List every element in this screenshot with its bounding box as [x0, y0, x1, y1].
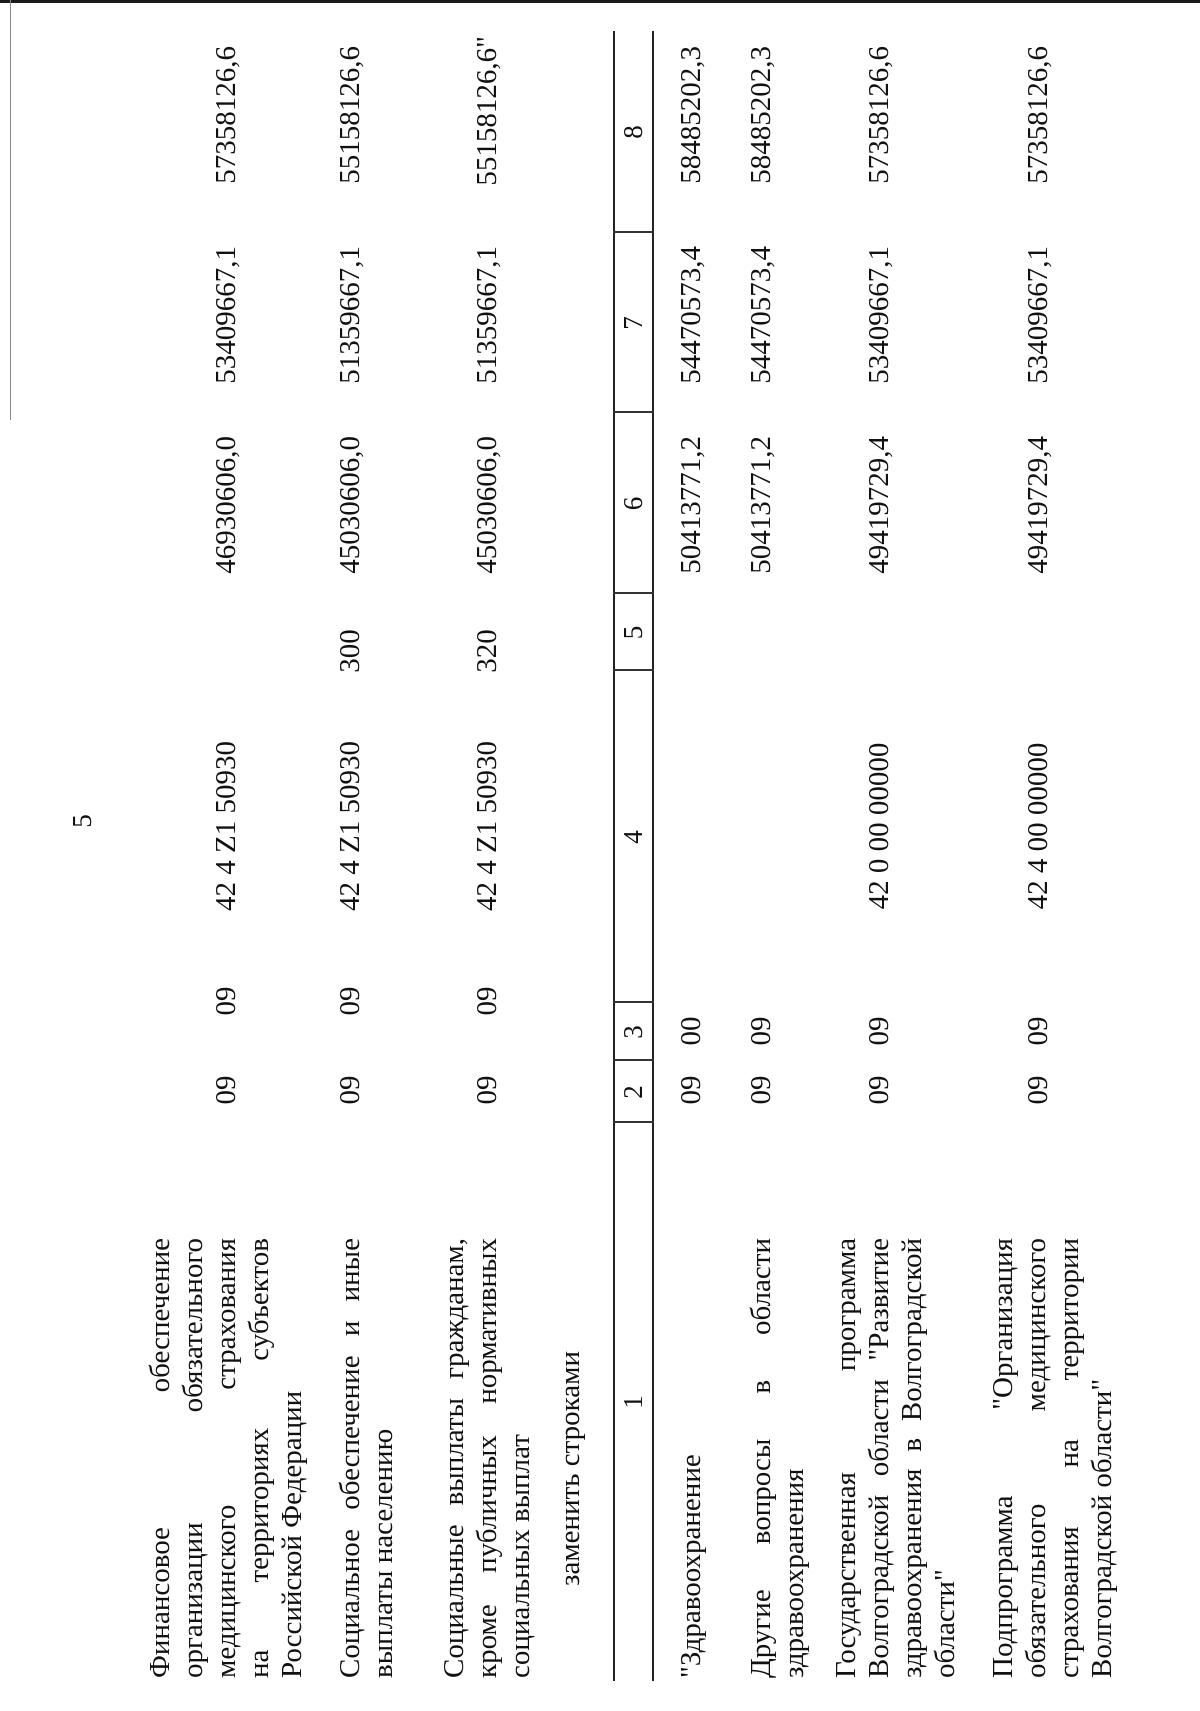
table-row-3-name-line: Волгоградской области "Развитие — [863, 1238, 895, 1678]
table-row-1-col-3: 00 — [675, 1016, 707, 1046]
table-header-cell: 4 — [618, 830, 648, 844]
pre-row-2-name — [334, 1238, 400, 1678]
table-row-4-name — [987, 1238, 1119, 1678]
table-row-3-name-line: области" — [929, 1569, 961, 1678]
table-header-cell: 5 — [618, 625, 648, 640]
table-row-2-col-6: 50413771,2 — [745, 436, 777, 574]
table-row-3-name-line: здравоохранения в Волгоградской — [896, 1238, 928, 1678]
table-row-2-col-2: 09 — [745, 1075, 777, 1105]
table-row-4-col-3: 09 — [1022, 1016, 1054, 1046]
table-row-4-col-6: 49419729,4 — [1022, 436, 1054, 574]
pre-row-3-col-8: 55158126,6" — [471, 36, 503, 186]
pre-row-1-name — [144, 1238, 309, 1678]
pre-row-3-col-4: 42 4 Z1 50930 — [471, 741, 503, 911]
pre-row-1-name-line: организации обязательного — [177, 1238, 209, 1678]
table-row-3-col-3: 09 — [863, 1016, 895, 1046]
pre-row-1-name-line: медицинского страхования — [210, 1238, 242, 1678]
table-row-4-name-line: страхования на территории — [1053, 1238, 1085, 1678]
pre-row-3-col-6: 45030606,0 — [471, 436, 503, 574]
pre-row-2-col-3: 09 — [334, 986, 366, 1016]
table-row-3-name-line: Государственная программа — [830, 1238, 862, 1678]
pre-row-1-name-line: на территориях субъектов — [243, 1238, 275, 1678]
pre-row-3-name-line: социальных выплат — [504, 1434, 536, 1678]
table-header-cell: 1 — [618, 1395, 648, 1409]
pre-row-1-col-6: 46930606,0 — [210, 436, 242, 574]
table-header-cell: 7 — [618, 316, 648, 330]
pre-row-1-col-7: 53409667,1 — [210, 246, 242, 384]
table-header-cell: 3 — [618, 1025, 648, 1039]
pre-row-3-col-2: 09 — [471, 1075, 503, 1105]
table-row-4-name-line: Волгоградской области" — [1086, 1378, 1118, 1678]
table-header-cell: 8 — [618, 125, 648, 139]
pre-row-2-col-6: 45030606,0 — [334, 436, 366, 574]
pre-row-2-name-line: Социальное обеспечение и иные — [334, 1238, 366, 1678]
table-row-2-col-3: 09 — [745, 1016, 777, 1046]
table-row-2-name-line: здравоохранения — [778, 1468, 810, 1678]
pre-row-1-name-line: Российской Федерации — [276, 1390, 308, 1678]
pre-row-3-name — [438, 1238, 537, 1678]
pre-row-1-col-8: 57358126,6 — [210, 46, 242, 184]
pre-row-3-name-line: Социальные выплаты гражданам, — [438, 1238, 470, 1678]
pre-row-3-name-line: кроме публичных нормативных — [471, 1238, 503, 1678]
table-header-border — [652, 31, 654, 1681]
table-top-border — [613, 31, 615, 1681]
pre-row-2-col-7: 51359667,1 — [334, 246, 366, 384]
table-header-cell: 6 — [618, 496, 648, 511]
pre-row-3-col-3: 09 — [471, 986, 503, 1016]
pre-row-3-col-7: 51359667,1 — [471, 246, 503, 384]
table-row-2-col-8: 58485202,3 — [745, 46, 777, 184]
table-row-3-name — [830, 1238, 962, 1678]
pre-row-1-col-4: 42 4 Z1 50930 — [210, 741, 242, 911]
table-row-1-col-2: 09 — [675, 1075, 707, 1105]
table-row-3-col-6: 49419729,4 — [863, 436, 895, 574]
table-row-4-col-2: 09 — [1022, 1075, 1054, 1105]
table-row-4-name-line: обязательного медицинского — [1020, 1238, 1052, 1678]
pre-row-2-name-line: выплаты населению — [367, 1428, 399, 1678]
table-row-2-name-line: Другие вопросы в области — [745, 1238, 777, 1678]
table-row-3-col-7: 53409667,1 — [863, 246, 895, 384]
table-row-1-name: "Здравоохранение — [675, 1454, 707, 1678]
table-row-4-name-line: Подпрограмма "Организация — [987, 1238, 1019, 1678]
pre-row-1-col-2: 09 — [210, 1075, 242, 1105]
pre-row-1-name-line: Финансовое обеспечение — [144, 1238, 176, 1678]
page-number: 5 — [67, 814, 97, 828]
table-row-4-col-7: 53409667,1 — [1022, 246, 1054, 384]
replace-instruction: заменить строками — [554, 1350, 586, 1586]
table-row-3-col-4: 42 0 00 00000 — [863, 742, 895, 910]
table-row-1-col-6: 50413771,2 — [675, 436, 707, 574]
table-row-4-col-8: 57358126,6 — [1022, 46, 1054, 184]
table-row-2-name — [745, 1238, 811, 1678]
pre-row-3-col-5: 320 — [471, 629, 503, 673]
pre-row-2-col-4: 42 4 Z1 50930 — [334, 741, 366, 911]
table-row-3-col-8: 57358126,6 — [863, 46, 895, 184]
table-row-4-col-4: 42 4 00 00000 — [1022, 742, 1054, 910]
table-row-2-col-7: 54470573,4 — [745, 246, 777, 384]
table-row-1-col-8: 58485202,3 — [675, 46, 707, 184]
table-row-1-col-7: 54470573,4 — [675, 246, 707, 384]
table-header-cell: 2 — [618, 1085, 648, 1099]
pre-row-2-col-5: 300 — [334, 629, 366, 673]
pre-row-1-col-3: 09 — [210, 986, 242, 1016]
pre-row-2-col-8: 55158126,6 — [334, 46, 366, 184]
pre-row-2-col-2: 09 — [334, 1075, 366, 1105]
table-row-3-col-2: 09 — [863, 1075, 895, 1105]
